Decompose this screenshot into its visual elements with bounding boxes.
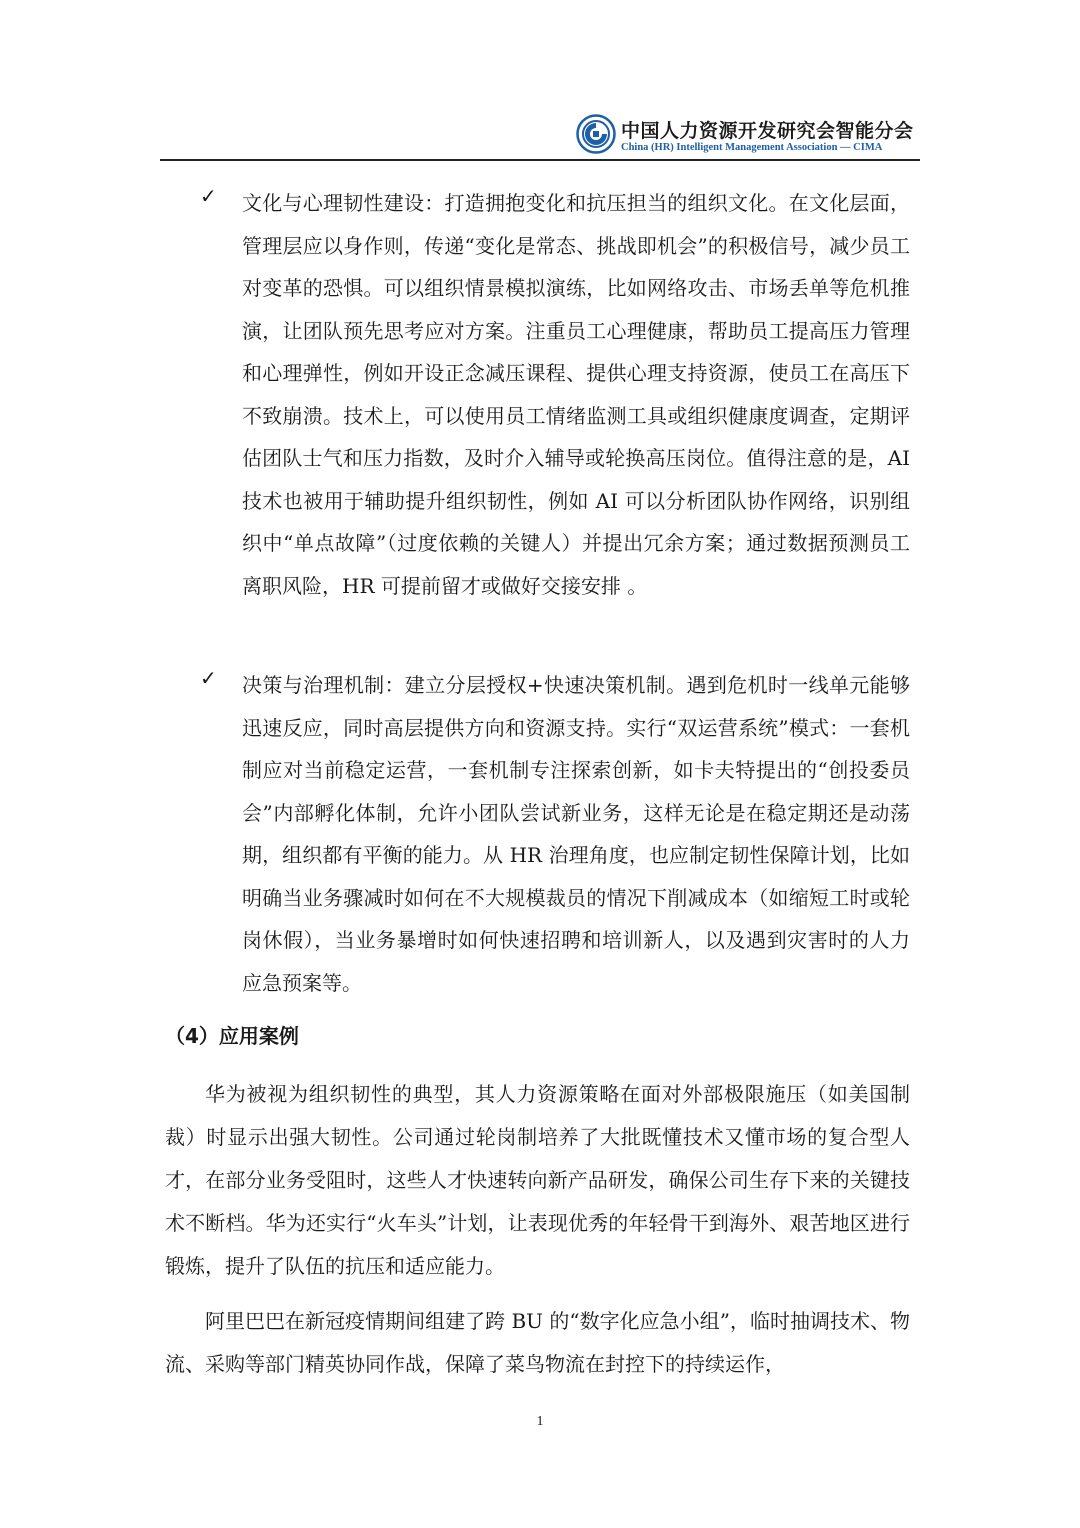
bullet-item-governance [200,664,910,1004]
checkmark-icon: ✓ [200,666,217,690]
bullet-text: 决策与治理机制：建立分层授权+快速决策机制。遇到危机时一线单元能够迅速反应，同时高层提供方向和资源支持。实行“双运营系统”模式：一套机制应对当前稳定运营，一套机制专注探索创新，如卡夫特提出的“创投委员会”内部孵化体制，允许小团队尝试新业务，这样无论是在稳定期还是动荡期，组织都有平衡的能力。从 HR 治理角度，也应制定韧性保障计划，比如明确当业务骤减时如何在不大规模裁员的情况下削减成本（如缩短工时或轮岗休假），当业务暴增时如何快速招聘和培训新人，以及遇到灾害时的人力应急预案等。 [242,673,910,995]
paragraph-huawei: 华为被视为组织韧性的典型，其人力资源策略在面对外部极限施压（如美国制裁）时显示出强大韧性。公司通过轮岗制培养了大批既懂技术又懂市场的复合型人才，在部分业务受阻时，这些人才快速转向新产品研发，确保公司生存下来的关键技术不断档。华为还实行“火车头”计划，让表现优秀的年轻骨干到海外、艰苦地区进行锻炼，提升了队伍的抗压和适应能力。 [165,1082,910,1278]
page-header [160,112,920,160]
org-name: 中国人力资源开发研究会智能分会 [621,120,914,142]
checkmark-icon: ✓ [200,184,217,208]
org-name-en: China (HR) Intelligent Management Association — CIMA [621,142,883,153]
section-heading: （4）应用案例 [165,1024,299,1048]
bullet-item-culture [200,182,910,652]
bullet-text: 文化与心理韧性建设：打造拥抱变化和抗压担当的组织文化。在文化层面，管理层应以身作则，传递“变化是常态、挑战即机会”的积极信号，减少员工对变革的恐惧。可以组织情景模拟演练，比如网络攻击、市场丢单等危机推演，让团队预先思考应对方案。注重员工心理健康，帮助员工提高压力管理和心理弹性，例如开设正念减压课程、提供心理支持资源，使员工在高压下不致崩溃。技术上，可以使用员工情绪监测工具或组织健康度调查，定期评估团队士气和压力指数，及时介入辅导或轮换高压岗位。值得注意的是，AI 技术也被用于辅助提升组织韧性，例如 AI 可以分析团队协作网络，识别组织中“单点故障”（过度依赖的关键人）并提出冗余方案；通过数据预测员工离职风险，HR 可提前留才或做好交接安排 。 [242,191,910,598]
paragraph-alibaba: 阿里巴巴在新冠疫情期间组建了跨 BU 的“数字化应急小组”，临时抽调技术、物流、采购等部门精英协同作战，保障了菜鸟物流在封控下的持续运作， [165,1309,910,1376]
cima-logo-icon [576,114,616,154]
page-number: 1 [536,1414,544,1429]
header-divider [160,159,920,161]
